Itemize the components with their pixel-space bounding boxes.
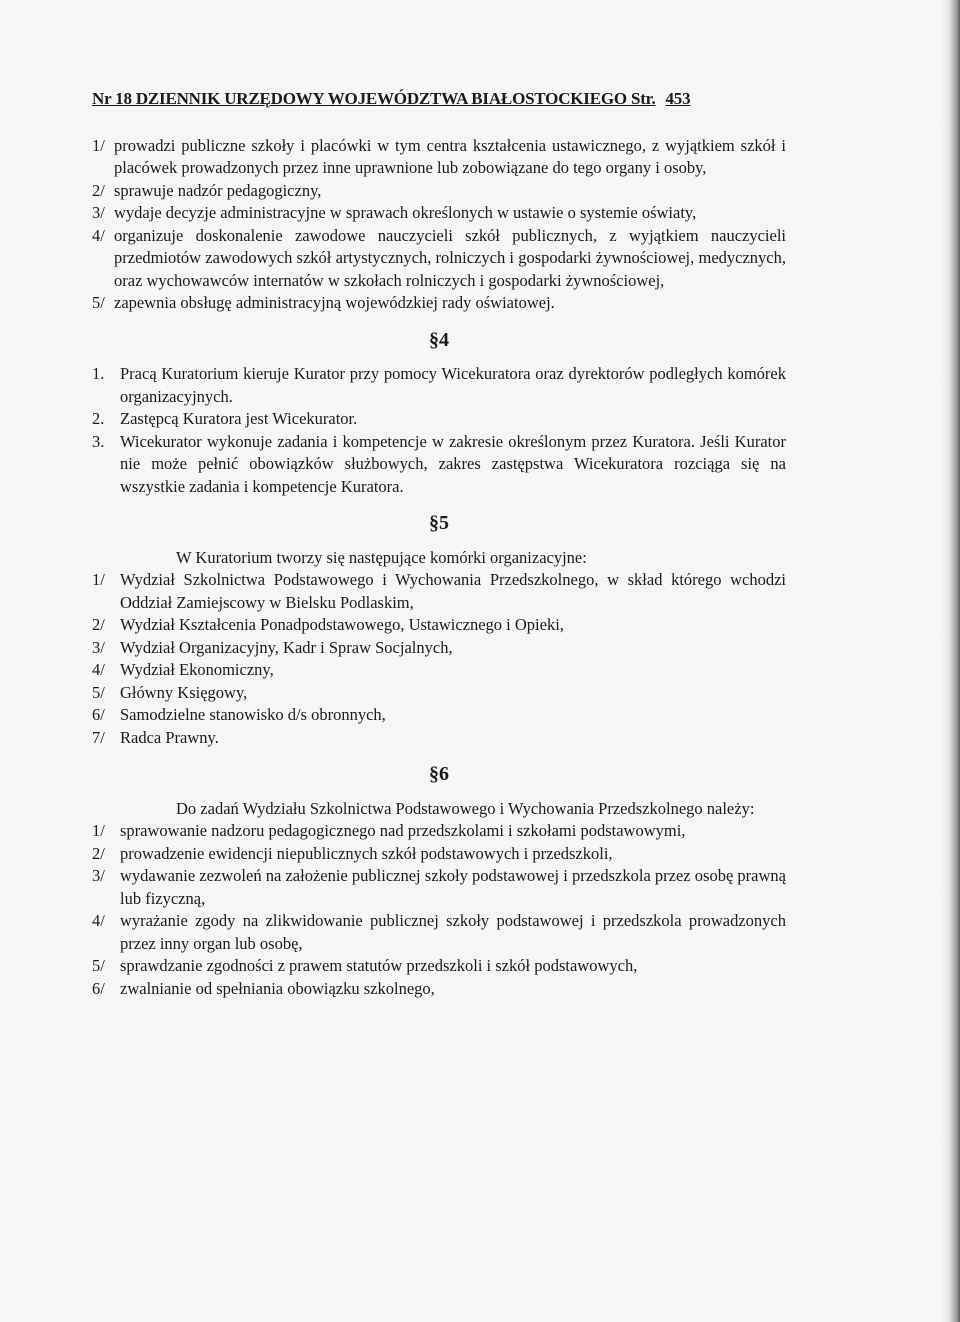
list-item <box>92 408 786 431</box>
list-item <box>92 431 786 499</box>
item-text: prowadzenie ewidencji niepublicznych szkół podstawowych i przedszkoli, <box>120 843 613 863</box>
item-text: Wydział Kształcenia Ponadpodstawowego, Ustawicznego i Opieki, <box>120 615 564 634</box>
list-item <box>92 978 786 1001</box>
item-text: Zastępcą Kuratora jest Wicekurator. <box>120 409 358 428</box>
section-4-list <box>92 363 786 498</box>
list-item <box>92 614 786 637</box>
item-number: 5/ <box>92 956 105 975</box>
item-number: 2/ <box>92 180 105 200</box>
list-item <box>92 682 786 705</box>
section-6-intro: Do zadań Wydziału Szkolnictwa Podstawowego i Wychowania Przedszkolnego należy: <box>176 798 755 818</box>
list-item <box>92 659 786 682</box>
item-text: Wydział Szkolnictwa Podstawowego i Wychowania Przedszkolnego, w skład którego wchodzi Oddział Zamiejscowy w Bielsku Podlaskim, <box>120 570 786 612</box>
item-number: 4/ <box>92 911 105 930</box>
item-number: 6/ <box>92 705 105 724</box>
section-5-intro: W Kuratorium tworzy się następujące komórki organizacyjne: <box>176 547 587 567</box>
item-number: 3/ <box>92 866 105 885</box>
item-number: 4/ <box>92 225 105 245</box>
item-text: Główny Księgowy, <box>120 682 248 702</box>
section-5-list <box>92 569 786 749</box>
page-edge-shadow <box>942 0 960 1322</box>
item-number: 2. <box>92 409 105 428</box>
item-text: Wicekurator wykonuje zadania i kompetencje w zakresie określonym przez Kuratora. Jeśli Kurator nie może pełnić obowiązków służbowych, zakres zastępstwa Wicekuratora rozciąga się na wszystkie zadania i kompetencje Kuratora. <box>120 431 786 496</box>
journal-title: Nr 18 DZIENNIK URZĘDOWY WOJEWÓDZTWA BIAŁOSTOCKIEGO Str. <box>92 89 656 108</box>
item-number: 1/ <box>92 821 105 840</box>
list-a <box>92 135 786 315</box>
list-item <box>92 865 786 910</box>
item-number: 4/ <box>92 660 105 679</box>
item-text: sprawuje nadzór pedagogiczny, <box>114 180 322 200</box>
page-header <box>92 88 786 111</box>
item-number: 1/ <box>92 570 105 589</box>
item-text: Samodzielne stanowisko d/s obronnych, <box>120 705 386 724</box>
list-item <box>92 843 786 866</box>
item-text: wyrażanie zgody na zlikwidowanie publicznej szkoły podstawowej i przedszkola prowadzonych przez inny organ lub osobę, <box>120 911 786 953</box>
page-number: 453 <box>665 89 691 108</box>
list-item <box>92 180 786 203</box>
item-number: 6/ <box>92 978 105 998</box>
item-text: Wydział Ekonomiczny, <box>120 660 274 679</box>
list-item <box>92 727 786 750</box>
item-number: 2/ <box>92 615 105 634</box>
item-text: organizuje doskonalenie zawodowe nauczycieli szkół publicznych, z wyjątkiem nauczycieli przedmiotów zawodowych szkół artystycznych, rolniczych i gospodarki żywnościowej, medycznych, oraz wychowawców internatów w szkołach rolniczych i gospodarki żywnościowej, <box>114 225 786 290</box>
item-text: zapewnia obsługę administracyjną wojewódzkiej rady oświatowej. <box>114 293 555 312</box>
item-text: prowadzi publiczne szkoły i placówki w tym centra kształcenia ustawicznego, z wyjątkiem szkół i placówek prowadzonych przez inne uprawnione lub zobowiązane do tego organy i osoby, <box>114 135 786 177</box>
item-text: sprawowanie nadzoru pedagogicznego nad przedszkolami i szkołami podstawowymi, <box>120 821 686 840</box>
item-text: wydaje decyzje administracyjne w sprawach określonych w ustawie o systemie oświaty, <box>114 203 697 222</box>
item-text: sprawdzanie zgodności z prawem statutów przedszkoli i szkół podstawowych, <box>120 956 638 975</box>
item-text: wydawanie zezwoleń na założenie publicznej szkoły podstawowej i przedszkola przez osobę prawną lub fizyczną, <box>120 866 786 908</box>
list-item <box>92 955 786 978</box>
item-number: 7/ <box>92 727 105 747</box>
item-number: 3/ <box>92 637 105 657</box>
item-number: 2/ <box>92 843 105 863</box>
section-5-heading: §5 <box>429 512 449 534</box>
list-item <box>92 637 786 660</box>
list-item <box>92 225 786 293</box>
item-number: 5/ <box>92 682 105 702</box>
list-item <box>92 135 786 180</box>
item-number: 1. <box>92 364 105 383</box>
item-number: 5/ <box>92 293 105 312</box>
item-text: zwalnianie od spełniania obowiązku szkolnego, <box>120 978 435 998</box>
item-number: 3. <box>92 431 105 451</box>
document-content <box>92 88 786 1000</box>
section-6-heading: §6 <box>429 763 449 785</box>
list-item <box>92 820 786 843</box>
item-number: 3/ <box>92 203 105 222</box>
item-text: Pracą Kuratorium kieruje Kurator przy pomocy Wicekuratora oraz dyrektorów podległych komórek organizacyjnych. <box>120 364 786 406</box>
list-item <box>92 202 786 225</box>
item-number: 1/ <box>92 135 105 155</box>
list-item <box>92 292 786 315</box>
item-text: Radca Prawny. <box>120 727 219 747</box>
list-item <box>92 704 786 727</box>
list-item <box>92 569 786 614</box>
section-6-list <box>92 820 786 1000</box>
item-text: Wydział Organizacyjny, Kadr i Spraw Socjalnych, <box>120 637 453 657</box>
list-item <box>92 910 786 955</box>
list-item <box>92 363 786 408</box>
section-4-heading: §4 <box>429 328 449 351</box>
